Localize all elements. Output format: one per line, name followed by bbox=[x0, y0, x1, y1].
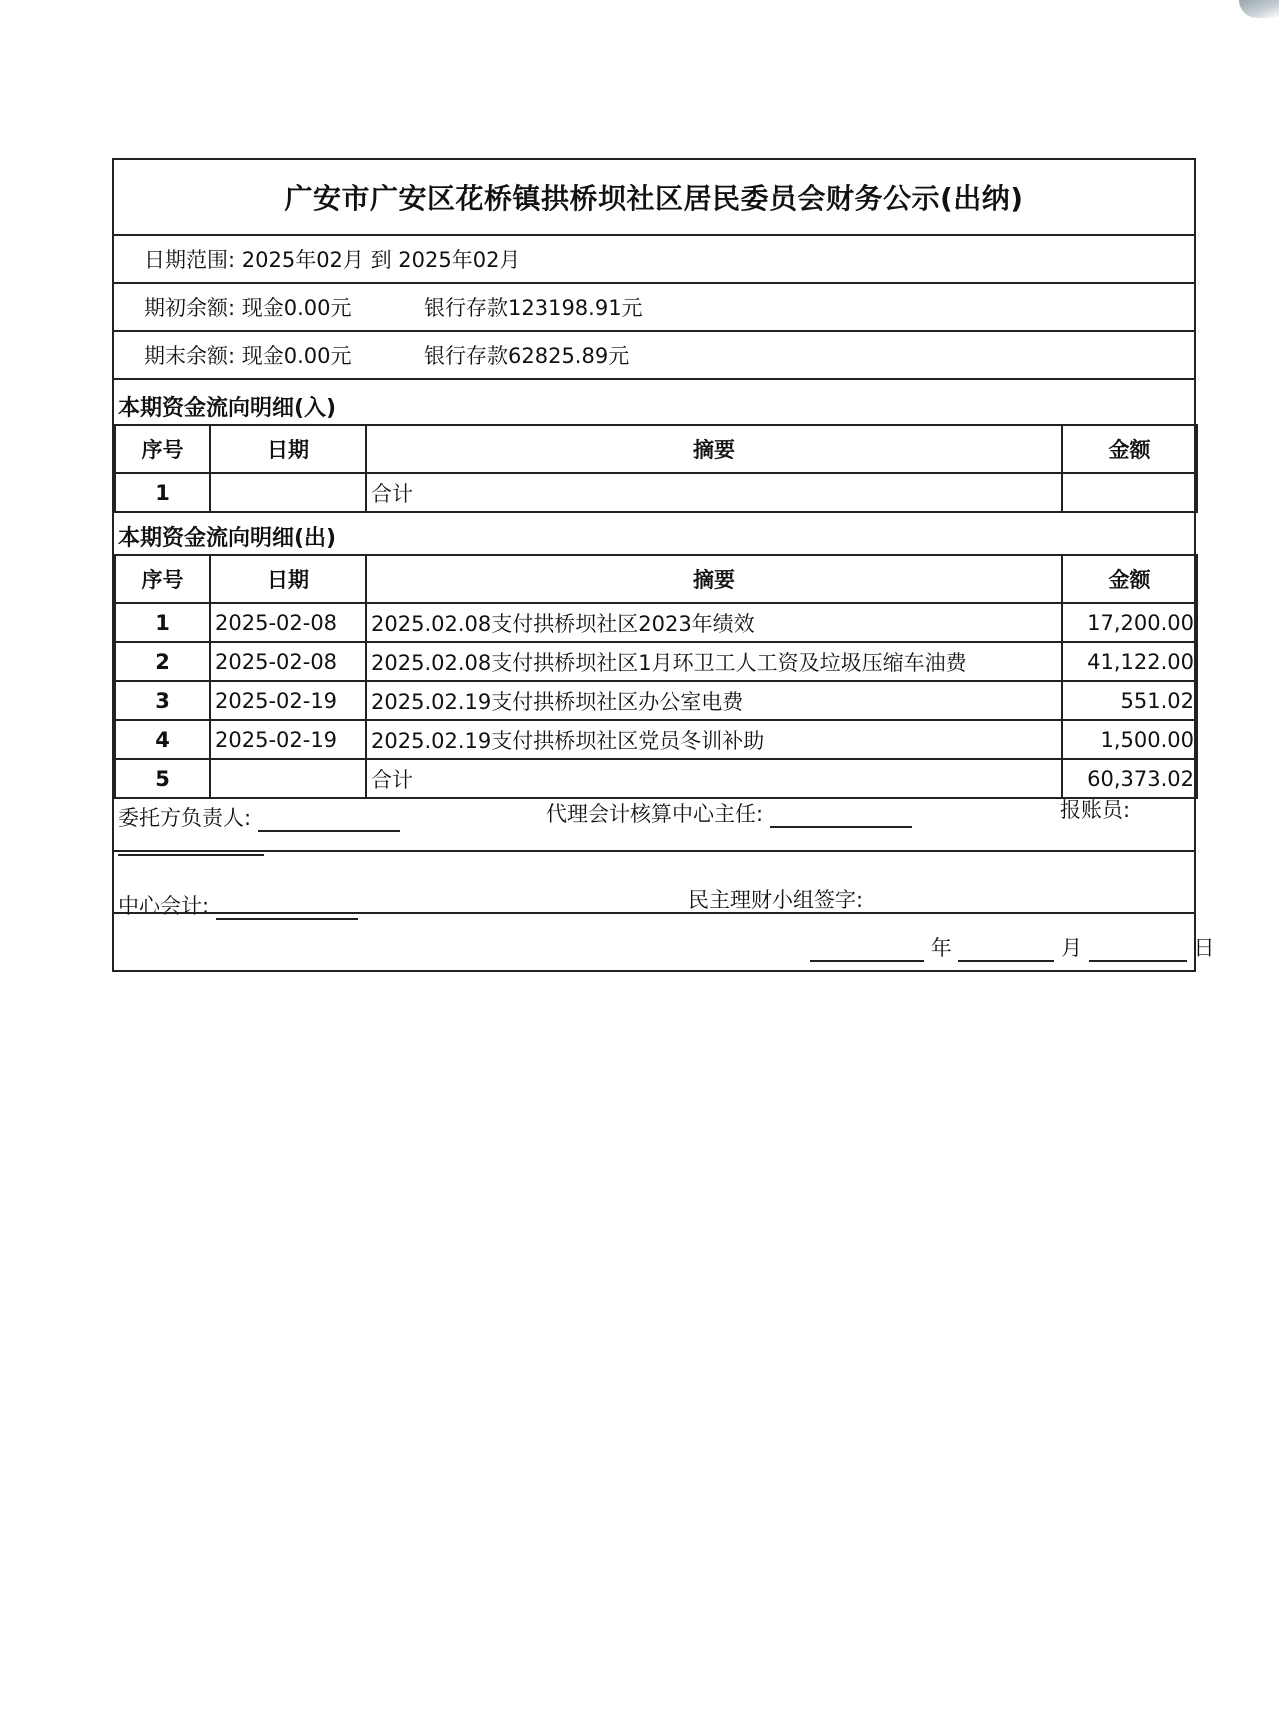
opening-balance bbox=[114, 284, 1194, 330]
income-table bbox=[114, 424, 1198, 513]
closing-cash: 期末余额: 现金0.00元 bbox=[144, 344, 352, 368]
cell-amount: 1,500.00 bbox=[1062, 720, 1197, 759]
header-no: 序号 bbox=[115, 425, 210, 473]
cell-amount: 551.02 bbox=[1062, 681, 1197, 720]
table-row bbox=[115, 720, 1197, 759]
document-title: 广安市广安区花桥镇拱桥坝社区居民委员会财务公示(出纳) bbox=[284, 182, 1024, 215]
cell-date bbox=[210, 473, 366, 512]
expense-header-row bbox=[115, 555, 1197, 603]
table-row bbox=[115, 681, 1197, 720]
opening-bank: 银行存款123198.91元 bbox=[424, 296, 643, 320]
header-date: 日期 bbox=[210, 425, 366, 473]
divider bbox=[114, 912, 1194, 914]
header-summary: 摘要 bbox=[366, 425, 1062, 473]
opening-cash: 期初余额: 现金0.00元 bbox=[144, 296, 352, 320]
cell-amount: 60,373.02 bbox=[1062, 759, 1197, 798]
table-row bbox=[115, 759, 1197, 798]
expense-section-label: 本期资金流向明细(出) bbox=[118, 526, 337, 551]
income-header-row bbox=[115, 425, 1197, 473]
cell-amount bbox=[1062, 473, 1197, 512]
header-amount: 金额 bbox=[1062, 425, 1197, 473]
table-row bbox=[115, 642, 1197, 681]
date-range-text: 日期范围: 2025年02月 到 2025年02月 bbox=[144, 248, 521, 272]
cell-summary: 2025.02.19支付拱桥坝社区办公室电费 bbox=[366, 681, 1062, 720]
cell-summary: 2025.02.08支付拱桥坝社区1月环卫工人工资及垃圾压缩车油费 bbox=[366, 642, 1062, 681]
cell-summary: 合计 bbox=[366, 473, 1062, 512]
cell-date bbox=[210, 759, 366, 798]
center-director-label: 代理会计核算中心主任: bbox=[546, 802, 764, 826]
center-accountant-label: 中心会计: bbox=[118, 894, 210, 918]
closing-bank: 银行存款62825.89元 bbox=[424, 344, 630, 368]
finance-group-signature bbox=[688, 884, 1012, 914]
cell-date: 2025-02-19 bbox=[210, 720, 366, 759]
cell-no: 2 bbox=[115, 642, 210, 681]
closing-balance bbox=[114, 332, 1194, 378]
finance-group-label: 民主理财小组签字: bbox=[688, 888, 864, 912]
center-director-signature bbox=[546, 798, 912, 828]
scan-corner-mark bbox=[1239, 0, 1279, 18]
cell-date: 2025-02-08 bbox=[210, 603, 366, 642]
cell-no: 4 bbox=[115, 720, 210, 759]
cell-no: 5 bbox=[115, 759, 210, 798]
cell-summary: 合计 bbox=[366, 759, 1062, 798]
header-summary: 摘要 bbox=[366, 555, 1062, 603]
cell-summary: 2025.02.08支付拱桥坝社区2023年绩效 bbox=[366, 603, 1062, 642]
center-director-blank bbox=[770, 826, 912, 828]
month-blank bbox=[958, 960, 1054, 962]
cell-no: 1 bbox=[115, 473, 210, 512]
year-label: 年 bbox=[930, 936, 952, 960]
table-row bbox=[115, 473, 1197, 512]
principal-second-blank bbox=[118, 854, 264, 856]
expense-table bbox=[114, 554, 1198, 799]
cell-amount: 41,122.00 bbox=[1062, 642, 1197, 681]
cell-date: 2025-02-08 bbox=[210, 642, 366, 681]
bookkeeper-signature bbox=[1060, 794, 1130, 824]
cell-no: 1 bbox=[115, 603, 210, 642]
header-amount: 金额 bbox=[1062, 555, 1197, 603]
principal-blank bbox=[258, 830, 400, 832]
cell-summary: 2025.02.19支付拱桥坝社区党员冬训补助 bbox=[366, 720, 1062, 759]
bookkeeper-label: 报账员: bbox=[1060, 798, 1131, 822]
header-date: 日期 bbox=[210, 555, 366, 603]
signature-date bbox=[810, 932, 1214, 962]
table-row bbox=[115, 603, 1197, 642]
finance-disclosure-sheet bbox=[112, 158, 1215, 972]
principal-label: 委托方负责人: bbox=[118, 806, 252, 830]
center-accountant-signature bbox=[118, 890, 358, 920]
day-label: 日 bbox=[1193, 936, 1215, 960]
income-section-label: 本期资金流向明细(入) bbox=[118, 396, 337, 421]
cell-date: 2025-02-19 bbox=[210, 681, 366, 720]
month-label: 月 bbox=[1061, 936, 1083, 960]
principal-signature bbox=[118, 802, 400, 832]
cell-amount: 17,200.00 bbox=[1062, 603, 1197, 642]
date-range bbox=[114, 236, 1194, 282]
center-accountant-blank bbox=[216, 918, 358, 920]
year-blank bbox=[810, 960, 924, 962]
day-blank bbox=[1089, 960, 1187, 962]
cell-no: 3 bbox=[115, 681, 210, 720]
divider bbox=[114, 850, 1194, 852]
header-no: 序号 bbox=[115, 555, 210, 603]
